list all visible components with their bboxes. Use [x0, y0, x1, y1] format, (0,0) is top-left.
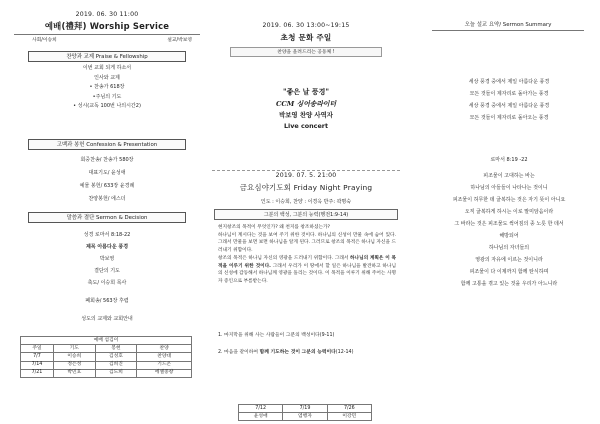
duty-header: 찬양: [137, 345, 192, 353]
duty-cell: 김희진: [95, 361, 137, 369]
summary-verses-1: [430, 76, 588, 124]
praise-item: • 찬송가 618장: [89, 84, 125, 91]
duty-table: [20, 336, 192, 378]
summary-line: 피조물이 허무한 데 굴복하는 것은 자기 뜻이 아니요: [452, 197, 566, 203]
concert-line-3: Live concert: [283, 122, 329, 130]
summary-line: 하나님의 자녀들의: [488, 245, 530, 251]
summary-header: 오늘 설교 요약/ Sermon Summary: [432, 22, 584, 31]
worship-service-column: [14, 0, 200, 424]
table-row: [21, 353, 192, 361]
confession-list: [14, 154, 200, 206]
sermon-item: 축도/ 이승희 목사: [87, 280, 127, 286]
paragraph-text: 그래서 우리가 이 땅에서 할 일은 하나님을 발견하고 하나님의 신성에 감동해서 하나님께 영광을 돌리는 것이다. 이 목적을 이루기 위해 주어는 사명자 증인으로 부름받는다.: [218, 263, 396, 284]
confession-item: 예물 봉헌/ 633장 윤경례: [79, 183, 135, 189]
duty-table-title: 예배 섬김이: [21, 337, 192, 345]
summary-line: 세상 풍경 중에서 제일 아름다운 풍경: [468, 79, 550, 85]
summary-line: 영광의 자유에 이르는 것이니라: [475, 257, 543, 263]
sermon-summary-column: [410, 0, 588, 424]
banner: 찬양을 올려드리는 공동체 !: [230, 47, 382, 57]
presider: 사회/이승희: [32, 38, 57, 43]
concert-line-2: 박보영 찬양 사역자: [279, 111, 333, 119]
schedule-name: 염행자: [283, 413, 327, 421]
service-date: 2019. 06. 30 11:00: [75, 11, 139, 18]
paragraph-line: 현지창조의 목적이 무엇인가? 왜 천지를 창조하셨는가?: [218, 225, 331, 230]
schedule-name: 이강민: [327, 413, 371, 421]
confession-section-header: 고백과 봉헌 Confession & Presentation: [28, 139, 186, 150]
divider: [212, 170, 400, 171]
summary-line: 세상 풍경 중에서 제일 아름다운 풍경: [468, 103, 550, 109]
duty-cell: 에셀중창: [137, 369, 192, 377]
sermon-item: 성도의 교제와 교회안내: [81, 316, 133, 322]
concert-line-1: CCM 싱어송라이터: [275, 100, 337, 108]
duty-cell: 7/21: [21, 369, 54, 377]
table-row: [239, 405, 372, 413]
duty-cell: 박민호: [53, 369, 95, 377]
friday-schedule-table: [238, 404, 372, 421]
summary-line: 그 바라는 것은 피조물도 썩어짐의 종 노릇 한 데서: [454, 221, 564, 227]
sermon-title: 제목 아름다운 풍경: [85, 244, 129, 250]
message-paragraph: [214, 224, 400, 286]
duty-header: 봉헌: [95, 345, 137, 353]
point-emphasis: 함께 기도하는 것이 그분의 능력이다: [259, 350, 336, 355]
praise-item: •주님의 기도: [92, 93, 122, 100]
point-text: 2. 마음을 같이하여: [218, 350, 260, 355]
schedule-name: 윤성애: [239, 413, 283, 421]
duty-cell: 김도희: [95, 369, 137, 377]
point-1: 1. 마지막을 위해 사는 사람들이 그분의 백성이다(9-11): [218, 333, 335, 338]
divider: [14, 34, 200, 35]
culture-sunday-column: [212, 0, 400, 424]
paragraph-line: 하나님이 계시다는 것을 보여 주기 위한 것이다. 하나님의 신성이 만물 속에 숨어 있다. 그래서 만물을 보면 보면 하나님을 알게 된다. 그러므로 창조의 목적은 하나님 자신을 드러내기 위함이다.: [218, 232, 396, 254]
sermon-section-header: 말씀과 결단 Sermon & Decision: [28, 212, 186, 223]
friday-title: 금요심야기도회 Friday Night Praying: [239, 183, 373, 192]
summary-line: 하나님의 아들들이 나타나는 것이니: [470, 185, 548, 191]
duty-cell: 기드온: [137, 361, 192, 369]
friday-date: 2019. 07. 5. 21:00: [275, 172, 337, 179]
service-title: 예배(禮拜) Worship Service: [44, 21, 170, 31]
praise-item: • 성시(교독 100번 나의시간2): [73, 103, 141, 110]
summary-line: 피조물이 다 이제까지 함께 탄식하며: [469, 269, 549, 275]
summary-line: 피조물이 고대하는 바는: [483, 173, 535, 179]
summary-verses-2: [430, 170, 588, 290]
duty-cell: 김성호: [95, 353, 137, 361]
paragraph-line: [218, 255, 396, 286]
sermon-item: 결단의 기도: [94, 268, 120, 274]
summary-line: 모든 것들이 제자리로 돌아오는 풍경: [469, 115, 549, 121]
preacher: 설교/박보영: [167, 38, 192, 43]
duty-header: 주일: [21, 345, 54, 353]
scripture-reference: 로마서 8:19 -22: [490, 157, 528, 163]
paragraph-emphasis: 하나님의 계획은 이 목적을 이루기 위한 것이다.: [218, 255, 396, 269]
duty-cell: 찬양대: [137, 353, 192, 361]
schedule-date: 7/26: [327, 405, 371, 413]
duty-cell: 7/14: [21, 361, 54, 369]
table-row: [21, 369, 192, 377]
duty-cell: 정은성: [53, 361, 95, 369]
sermon-list: [14, 229, 200, 325]
concert-title: "좋은 날 풍경": [283, 87, 329, 96]
leaders: 인도 : 이승희, 찬양 : 이경옥 반주: 곽명숙: [260, 199, 352, 205]
sermon-scripture: 성경 로마서 8:18-22: [83, 232, 131, 238]
point-text: (12-14): [335, 350, 354, 355]
schedule-date: 7/19: [283, 405, 327, 413]
praise-list: [14, 64, 200, 112]
sermon-preacher: 박보영: [99, 256, 115, 262]
duty-cell: 7/7: [21, 353, 54, 361]
summary-line: 모든 것들이 제자리로 돌아가는 풍경: [469, 91, 549, 97]
event-date: 2019. 06. 30 13:00~19:15: [262, 22, 350, 29]
confession-item: 회중찬송/ 찬송가 580장: [80, 157, 134, 163]
praise-item: 인사와 교제: [94, 74, 120, 81]
paragraph-text: 창조의 목적은 하나님 자신의 영광을 드러내기 위함이다. 그래서: [218, 255, 351, 261]
sermon-item: 폐회송/ 563장 후렴: [85, 298, 129, 304]
duty-header: 기도: [53, 345, 95, 353]
summary-line: 해방되어: [499, 233, 519, 239]
praise-item: 이번 교회 되게 하소서: [82, 65, 132, 71]
duty-cell: 이승희: [53, 353, 95, 361]
event-title: 초청 문화 주일: [280, 33, 332, 42]
summary-line: 함께 고통을 겪고 있는 것을 우리가 아느니라: [460, 281, 558, 287]
confession-item: 찬양봉헌/ 에스더: [88, 196, 126, 202]
point-2: [218, 350, 400, 356]
confession-item: 대표기도/ 윤성애: [88, 170, 126, 176]
schedule-date: 7/12: [239, 405, 283, 413]
summary-line: 오직 굴복하게 하시는 이로 말미암음이라: [464, 209, 554, 215]
table-row: [21, 361, 192, 369]
topic-box: 그분의 백성, 그분의 능력(행전1:9-14): [214, 209, 398, 220]
praise-section-header: 찬양과 교제 Praise & Fellowship: [28, 51, 186, 62]
table-row: [239, 413, 372, 421]
